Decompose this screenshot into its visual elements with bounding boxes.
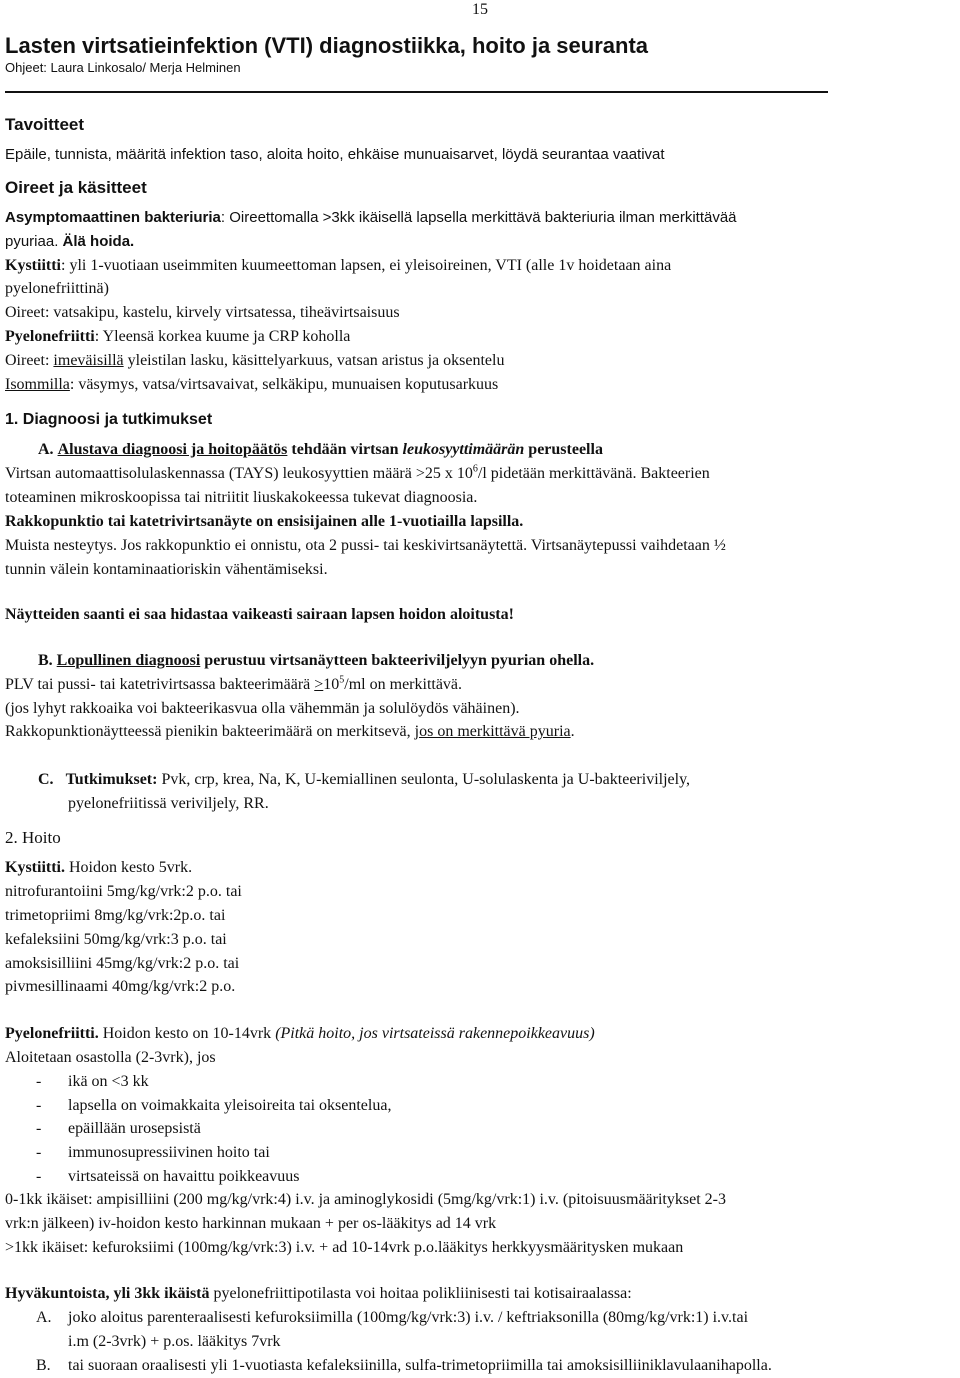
drug-item: pivmesillinaami 40mg/kg/vrk:2 p.o. bbox=[5, 978, 236, 995]
option-a-label: A. bbox=[36, 1309, 52, 1326]
drug-item: amoksisilliini 45mg/kg/vrk:2 p.o. tai bbox=[5, 955, 240, 972]
kystiitti-line bbox=[5, 256, 671, 276]
diag-a-line1-sup: 6 bbox=[472, 463, 478, 475]
diag-a-label: A. bbox=[38, 441, 54, 458]
diag-c-line bbox=[38, 770, 690, 790]
infant-line-2: vrk:n jälkeen) iv-hoidon kesto harkinnan mukaan + per os-lääkitys ad 14 vrk bbox=[5, 1215, 497, 1232]
criteria-text: ikä on <3 kk bbox=[68, 1073, 149, 1090]
heading-diagnoosi: 1. Diagnoosi ja tutkimukset bbox=[5, 411, 213, 428]
page-number: 15 bbox=[472, 1, 488, 18]
asymp-line bbox=[5, 208, 737, 228]
tavoitteet-text: Epäile, tunnista, määritä infektion taso, aloita hoito, ehkäise munuaisarvet, löydä seurantaa vaativat bbox=[5, 146, 665, 163]
pyelo-oireet-rest: yleistilan lasku, käsittelyarkuus, vatsan aristus ja oksentelu bbox=[123, 352, 505, 369]
diag-c-bold: Tutkimukset: bbox=[65, 771, 158, 788]
diag-b-line3-post: . bbox=[570, 723, 575, 740]
diag-c-text: Pvk, crp, krea, Na, K, U-kemiallinen seulonta, U-solulaskenta ja U-bakteeriviljely, bbox=[157, 771, 691, 788]
diag-a-bold: tehdään virtsan bbox=[287, 441, 403, 458]
diag-b-line1 bbox=[5, 675, 462, 695]
heading-tavoitteet: Tavoitteet bbox=[5, 115, 85, 134]
asymp-text-2: pyuriaa. bbox=[5, 233, 59, 250]
diag-b-line1-mid: 10 bbox=[323, 676, 340, 693]
authors-line: Ohjeet: Laura Linkosalo/ Merja Helminen bbox=[5, 60, 241, 75]
diag-a-line1-post: /l pidetään merkittävänä. Bakteerien bbox=[477, 465, 710, 482]
diag-b-bold: perustuu virtsanäytteen bakteeriviljelyyn pyurian ohella. bbox=[200, 652, 595, 669]
isommilla-line bbox=[5, 375, 498, 395]
older-line: >1kk ikäiset: kefuroksiimi (100mg/kg/vrk:3) i.v. + ad 10-14vrk p.o.lääkitys herkkyysmääritysken mukaan bbox=[5, 1239, 684, 1256]
asymp-label: Asymptomaattinen bakteriuria bbox=[5, 209, 221, 226]
drug-item: nitrofurantoiini 5mg/kg/vrk:2 p.o. tai bbox=[5, 883, 242, 900]
kystiitti-line-2: pyelonefriittinä) bbox=[5, 280, 109, 297]
criteria-text: immunosupressiivinen hoito tai bbox=[68, 1144, 270, 1161]
diag-a-line bbox=[38, 440, 603, 460]
option-b-text: tai suoraan oraalisesti yli 1-vuotiasta kefaleksiinilla, sulfa-trimetopriimilla tai amoksisilliiniklavulaanihapolla. bbox=[68, 1357, 772, 1374]
document-title: Lasten virtsatieinfektion (VTI) diagnostiikka, hoito ja seuranta bbox=[5, 33, 649, 58]
hoito-kyst-text: Hoidon kesto 5vrk. bbox=[65, 859, 193, 876]
pyelo-oireet-underline: imeväisillä bbox=[53, 352, 124, 369]
isommilla-underline: Isommilla bbox=[5, 376, 70, 393]
option-a-text: joko aloitus parenteraalisesti kefuroksiimilla (100mg/kg/vrk:3) i.v. / keftriaksonilla (80mg/kg/vrk:1) i.v.tai bbox=[68, 1309, 749, 1326]
option-b-label: B. bbox=[36, 1357, 51, 1374]
diag-b-line2: (jos lyhyt rakkoaika voi bakteerikasvua olla vähemmän ja solulöydös vähäinen). bbox=[5, 700, 520, 717]
hoito-pyelo-text: Hoidon kesto on 10-14vrk bbox=[98, 1025, 276, 1042]
diag-b-line1-post: /ml on merkittävä. bbox=[344, 676, 463, 693]
header-divider bbox=[5, 91, 828, 93]
diag-a-underlined: Alustava diagnoosi ja hoitopäätös bbox=[57, 441, 288, 458]
diag-b-line3 bbox=[5, 722, 575, 742]
hoito-kyst-bold: Kystiitti. bbox=[5, 859, 65, 876]
criteria-text: epäillään urosepsistä bbox=[68, 1120, 201, 1137]
hoito-pyelo-italic: (Pitkä hoito, jos virtsateissä rakennepoikkeavuus) bbox=[275, 1025, 595, 1042]
diag-b-line1-pre: PLV tai pussi- tai katetrivirtsassa bakteerimäärä bbox=[5, 676, 315, 693]
criteria-text: lapsella on voimakkaita yleisoireita tai oksentelua, bbox=[68, 1097, 392, 1114]
diag-a-line5: tunnin välein kontaminaatioriskin vähentämiseksi. bbox=[5, 561, 328, 578]
pyelo-label: Pyelonefriitti bbox=[5, 328, 95, 345]
hoito-kyst-line bbox=[5, 858, 192, 878]
diag-c-label: C. bbox=[38, 771, 54, 788]
outpatient-line bbox=[5, 1284, 632, 1304]
option-a-line-2: i.m (2-3vrk) + p.os. lääkitys 7vrk bbox=[68, 1333, 281, 1350]
asymp-bold: Älä hoida. bbox=[62, 233, 135, 250]
diag-warning: Näytteiden saanti ei saa hidastaa vaikeasti sairaan lapsen hoidon aloitusta! bbox=[5, 606, 514, 623]
kystiitti-text: : yli 1-vuotiaan useimmiten kuumeettoman lapsen, ei yleisoireinen, VTI (alle 1v hoidetaan aina bbox=[61, 257, 672, 274]
diag-a-line1-pre: Virtsan automaattisolulaskennassa (TAYS) leukosyyttien määrä >25 x 10 bbox=[5, 465, 473, 482]
diag-b-line1-u: > bbox=[314, 676, 324, 693]
criteria-text: virtsateissä on havaittu poikkeavuus bbox=[68, 1168, 300, 1185]
asymp-line-2 bbox=[5, 232, 134, 252]
diag-b-line bbox=[38, 651, 594, 671]
drug-item: trimetopriimi 8mg/kg/vrk:2p.o. tai bbox=[5, 907, 226, 924]
hoito-pyelo-bold: Pyelonefriitti. bbox=[5, 1025, 99, 1042]
isommilla-text: : väsymys, vatsa/virtsavaivat, selkäkipu, munuaisen koputusarkuus bbox=[69, 376, 499, 393]
outpatient-text: pyelonefriittipotilasta voi hoitaa polikliinisesti tai kotisairaalassa: bbox=[209, 1285, 632, 1302]
pyelo-oireet-prefix: Oireet: bbox=[5, 352, 54, 369]
hoito-pyelo-line bbox=[5, 1024, 595, 1044]
diag-c-line2: pyelonefriitissä veriviljely, RR. bbox=[68, 795, 269, 812]
diag-a-line2: toteaminen mikroskoopissa tai nitriitit liuskakokeessa tukevat diagnoosia. bbox=[5, 489, 478, 506]
diag-b-line3-pre: Rakkopunktionäytteessä pienikin bakteerimäärä on merkitsevä, bbox=[5, 723, 415, 740]
kystiitti-label: Kystiitti bbox=[5, 257, 61, 274]
hoito-osasto: Aloitetaan osastolla (2-3vrk), jos bbox=[5, 1049, 216, 1066]
outpatient-bold: Hyväkuntoista, yli 3kk ikäistä bbox=[5, 1285, 210, 1302]
pyelo-text: : Yleensä korkea kuume ja CRP koholla bbox=[94, 328, 351, 345]
asymp-text: : Oireettomalla >3kk ikäisellä lapsella merkittävä bakteriuria ilman merkittävää bbox=[220, 209, 737, 226]
diag-b-line3-u: jos on merkittävä pyuria bbox=[414, 723, 571, 740]
diag-a-line4: Muista nesteytys. Jos rakkopunktio ei onnistu, ota 2 pussi- tai keskivirtsanäytettä. Virtsanäytepussi vaihdetaan ½ bbox=[5, 537, 726, 554]
diag-b-label: B. bbox=[38, 652, 53, 669]
diag-a-italic: leukosyyttimäärän bbox=[402, 441, 525, 458]
kystiitti-oireet: Oireet: vatsakipu, kastelu, kirvely virtsatessa, tiheävirtsaisuus bbox=[5, 304, 400, 321]
diag-a-line3: Rakkopunktio tai katetrivirtsanäyte on ensisijainen alle 1-vuotiailla lapsilla. bbox=[5, 513, 524, 530]
pyelo-oireet bbox=[5, 351, 504, 371]
heading-oireet: Oireet ja käsitteet bbox=[5, 178, 147, 197]
drug-item: kefaleksiini 50mg/kg/vrk:3 p.o. tai bbox=[5, 931, 227, 948]
infant-line-1: 0-1kk ikäiset: ampisilliini (200 mg/kg/vrk:4) i.v. ja aminoglykosidi (5mg/kg/vrk:1) i.v. (pitoisuusmääritykset 2-3 bbox=[5, 1191, 726, 1208]
diag-a-end: perusteella bbox=[524, 441, 603, 458]
pyelo-line bbox=[5, 327, 350, 347]
heading-hoito: 2. Hoito bbox=[5, 828, 61, 847]
diag-a-line1 bbox=[5, 464, 710, 484]
diag-b-underlined: Lopullinen diagnoosi bbox=[56, 652, 201, 669]
diag-b-line1-sup: 5 bbox=[339, 674, 345, 686]
